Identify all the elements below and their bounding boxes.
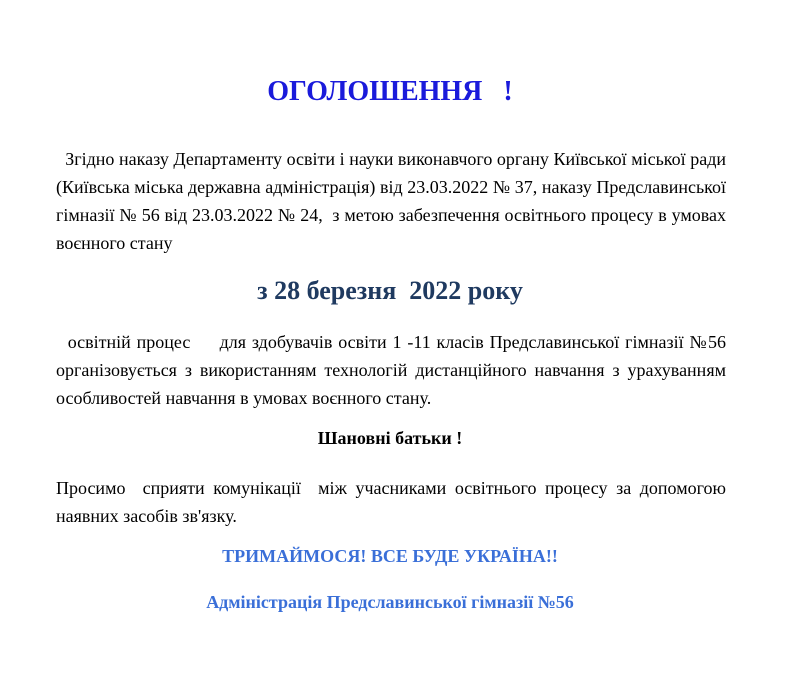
communication-request-paragraph: Просимо сприяти комунікації між учасниками освітнього процесу за допомогою наявних засобів зв'язку.: [56, 478, 731, 526]
start-date-heading: з 28 березня 2022 року: [257, 276, 523, 305]
administration-signature: Адміністрація Предславинської гімназії №56: [206, 592, 574, 612]
order-paragraph: Згідно наказу Департаменту освіти і науки виконавчого органу Київської міської ради (Київська міська державна адміністрація) від 23.03.2022 № 37, наказу Предславинської гімназії № 56 від 23.03.2022 № 24, з метою забезпечення освітнього процесу в умовах воєнного стану: [56, 149, 731, 253]
parents-greeting: Шановні батьки !: [317, 428, 463, 448]
learning-process-paragraph: освітній процес для здобувачів освіти 1 -11 класів Предславинської гімназії №56 організовується з використанням технологій дистанційного навчання з урахуванням особливостей навчання в умовах воєнного стану.: [56, 332, 731, 408]
slogan-text: ТРИМАЙМОСЯ! ВСЕ БУДЕ УКРАЇНА!!: [222, 546, 558, 566]
announcement-title: ОГОЛОШЕННЯ !: [267, 76, 513, 107]
